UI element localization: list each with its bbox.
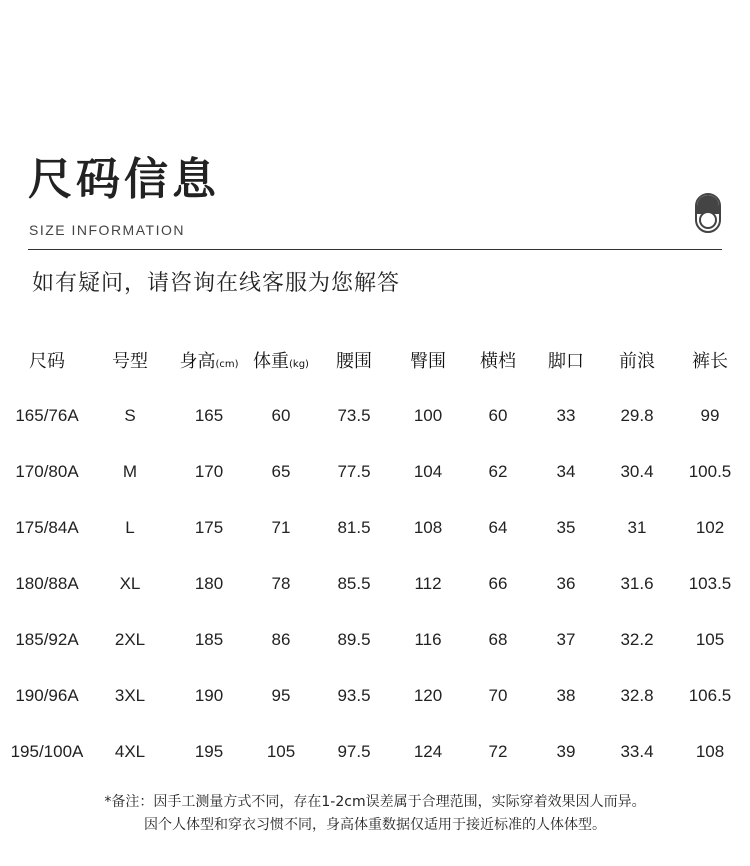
table-cell: 2XL — [114, 630, 146, 649]
table-cell: XL — [119, 574, 141, 593]
column-header — [172, 332, 246, 388]
table-cell: L — [125, 518, 135, 537]
table-cell: 108 — [695, 742, 725, 761]
column-header — [532, 332, 600, 388]
table-cell: 32.2 — [620, 630, 654, 649]
column-unit: (kg) — [289, 359, 309, 370]
table-cell: 30.4 — [620, 462, 654, 481]
table-cell: 4XL — [114, 742, 146, 761]
column-label: 尺码 — [29, 351, 65, 372]
table-cell: 170/80A — [15, 462, 79, 481]
column-header — [316, 332, 392, 388]
table-cell: 175/84A — [15, 518, 79, 537]
table-cell: 31.6 — [620, 574, 654, 593]
table-cell: 100.5 — [688, 462, 732, 481]
table-cell: 190 — [194, 686, 224, 705]
page-subtitle: SIZE INFORMATION — [29, 222, 185, 238]
table-cell: 165 — [194, 406, 224, 425]
table-cell: 116 — [414, 630, 442, 649]
note-line-1: *备注：因手工测量方式不同，存在1-2cm误差属于合理范围，实际穿着效果因人而异。 — [104, 794, 646, 810]
column-header — [392, 332, 464, 388]
table-cell: 185/92A — [15, 630, 79, 649]
table-header-row — [6, 332, 746, 388]
column-label: 号型 — [112, 351, 148, 372]
column-label: 横档 — [480, 351, 516, 372]
table-cell: 104 — [413, 462, 443, 481]
table-cell: 31 — [627, 518, 647, 537]
customer-service-prompt: 如有疑问，请咨询在线客服为您解答 — [32, 271, 401, 296]
table-cell: 175 — [194, 518, 224, 537]
table-cell: 36 — [556, 574, 576, 593]
table-cell: 185 — [194, 630, 224, 649]
table-cell: 102 — [695, 518, 725, 537]
table-cell: 95 — [271, 686, 291, 705]
column-header — [6, 332, 88, 388]
table-cell: 65 — [271, 462, 291, 481]
column-label: 裤长 — [692, 351, 728, 372]
table-cell: 103.5 — [688, 574, 732, 593]
table-cell: 64 — [488, 518, 508, 537]
table-cell: 38 — [556, 686, 576, 705]
column-unit: (cm) — [215, 359, 239, 370]
column-header — [246, 332, 316, 388]
table-cell: 35 — [556, 518, 576, 537]
table-cell: 33 — [556, 406, 576, 425]
table-cell: 165/76A — [15, 406, 79, 425]
table-cell: 81.5 — [337, 518, 371, 537]
size-table — [6, 332, 746, 780]
column-label: 体重 — [253, 351, 290, 372]
table-cell: 29.8 — [620, 406, 654, 425]
column-label: 腰围 — [336, 351, 372, 372]
table-cell: 66 — [488, 574, 508, 593]
table-cell: 170 — [194, 462, 224, 481]
table-cell: 86 — [271, 630, 291, 649]
table-cell: M — [122, 462, 138, 481]
table-cell: 100 — [413, 406, 443, 425]
table-cell: 120 — [413, 686, 443, 705]
table-cell: 180 — [194, 574, 224, 593]
table-cell: 68 — [488, 630, 508, 649]
table-cell: 72 — [488, 742, 508, 761]
table-cell: 3XL — [114, 686, 146, 705]
note-line-2: 因个人体型和穿衣习惯不同，身高体重数据仅适用于接近标准的人体体型。 — [144, 817, 606, 833]
header-divider — [28, 249, 722, 250]
table-cell: S — [124, 406, 136, 425]
table-cell: 97.5 — [337, 742, 371, 761]
table-cell: 34 — [556, 462, 576, 481]
column-label: 前浪 — [619, 351, 655, 372]
table-cell: 37 — [556, 630, 576, 649]
table-row — [6, 556, 746, 612]
table-row — [6, 500, 746, 556]
table-cell: 62 — [488, 462, 508, 481]
table-cell: 73.5 — [337, 406, 371, 425]
table-cell: 78 — [271, 574, 291, 593]
table-cell: 195 — [194, 742, 224, 761]
table-cell: 33.4 — [620, 742, 654, 761]
table-cell: 112 — [414, 574, 442, 593]
table-cell: 105 — [695, 630, 725, 649]
table-cell: 85.5 — [337, 574, 371, 593]
toggle-switch-icon[interactable] — [695, 193, 721, 233]
table-cell: 32.8 — [620, 686, 654, 705]
column-label: 身高 — [179, 351, 216, 372]
table-cell: 190/96A — [15, 686, 79, 705]
table-cell: 71 — [271, 518, 291, 537]
table-row — [6, 668, 746, 724]
table-cell: 108 — [413, 518, 443, 537]
table-cell: 195/100A — [10, 742, 84, 761]
table-cell: 60 — [271, 406, 291, 425]
table-body — [6, 388, 746, 780]
page-title: 尺码信息 — [28, 154, 220, 205]
table-cell: 105 — [266, 742, 296, 761]
table-cell: 99 — [700, 406, 720, 425]
column-header — [600, 332, 674, 388]
table-cell: 39 — [556, 742, 576, 761]
table-cell: 70 — [488, 686, 508, 705]
table-row — [6, 724, 746, 780]
table-cell: 124 — [413, 742, 443, 761]
column-header — [88, 332, 172, 388]
column-label: 臀围 — [410, 351, 446, 372]
table-cell: 106.5 — [688, 686, 732, 705]
column-header — [674, 332, 746, 388]
table-row — [6, 444, 746, 500]
table-row — [6, 612, 746, 668]
table-row — [6, 388, 746, 444]
table-cell: 180/88A — [15, 574, 79, 593]
toggle-knob — [699, 211, 717, 229]
table-cell: 77.5 — [337, 462, 371, 481]
table-cell: 89.5 — [337, 630, 371, 649]
table-cell: 60 — [488, 406, 508, 425]
table-cell: 93.5 — [337, 686, 371, 705]
column-label: 脚口 — [548, 351, 584, 372]
column-header — [464, 332, 532, 388]
